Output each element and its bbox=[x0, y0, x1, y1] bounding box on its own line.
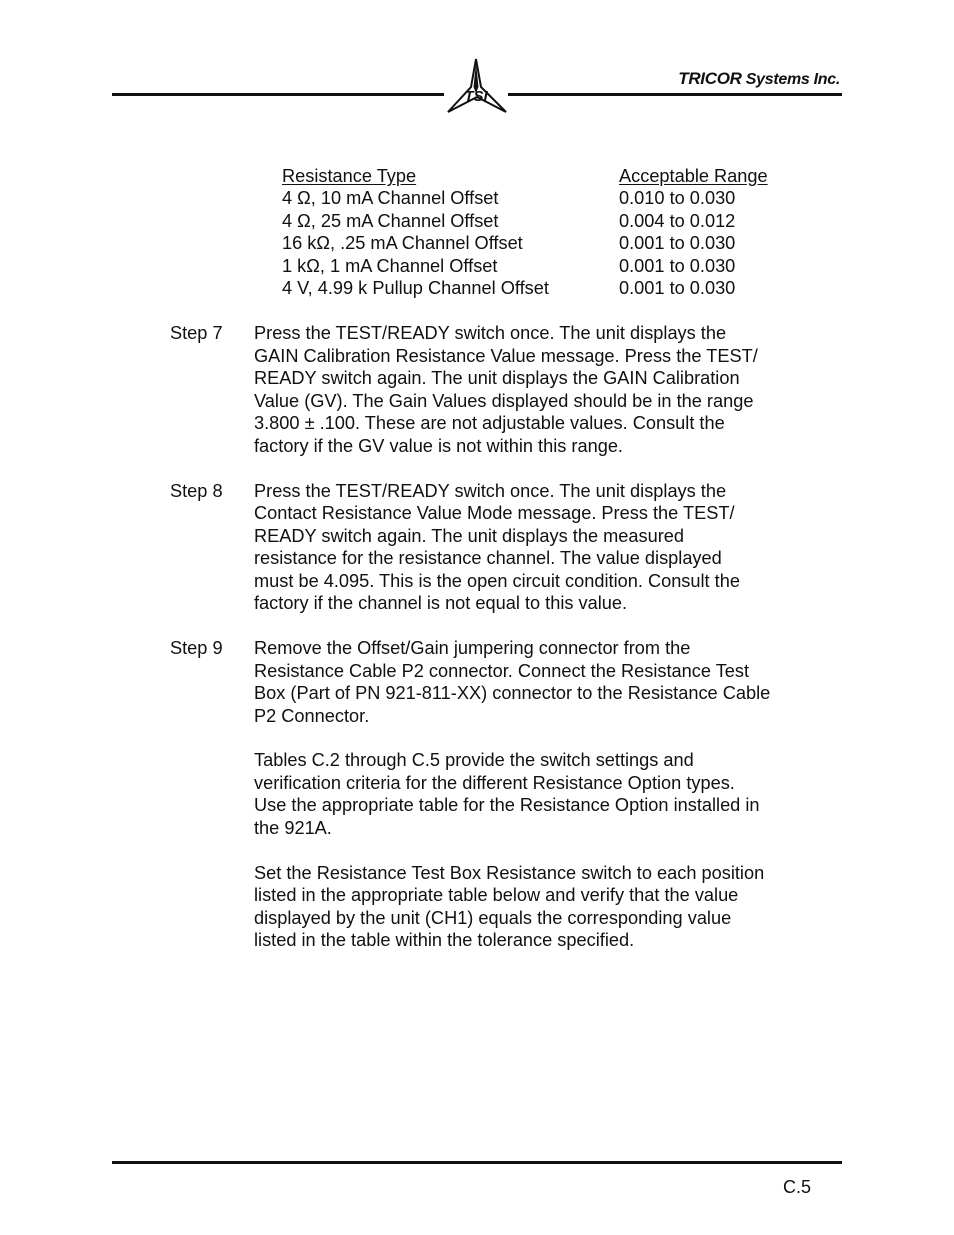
paragraph-line: displayed by the unit (CH1) equals the corresponding value bbox=[254, 908, 732, 928]
table-cell-range: 0.001 to 0.030 bbox=[619, 233, 736, 253]
paragraph-line: listed in the appropriate table below and verify that the value bbox=[254, 885, 739, 905]
step-label: Step 7 bbox=[170, 323, 223, 343]
paragraph-line: the 921A. bbox=[254, 818, 332, 838]
company-brand: TRICOR bbox=[678, 69, 742, 88]
paragraph-line: Tables C.2 through C.5 provide the switch settings and bbox=[254, 750, 694, 770]
paragraph-line: verification criteria for the different Resistance Option types. bbox=[254, 773, 735, 793]
step-text-line: Box (Part of PN 921-811-XX) connector to the Resistance Cable bbox=[254, 683, 771, 703]
footer-rule bbox=[112, 1161, 842, 1164]
table-header-resistance-type: Resistance Type bbox=[282, 166, 417, 186]
table-cell-type: 16 kΩ, .25 mA Channel Offset bbox=[282, 233, 523, 253]
paragraph-line: Set the Resistance Test Box Resistance switch to each position bbox=[254, 863, 765, 883]
tsi-logo bbox=[444, 57, 508, 117]
paragraph-line: listed in the table within the tolerance specified. bbox=[254, 930, 635, 950]
step-text-line: 3.800 ± .100. These are not adjustable values. Consult the bbox=[254, 413, 725, 433]
table-cell-range: 0.010 to 0.030 bbox=[619, 188, 736, 208]
table-cell-range: 0.004 to 0.012 bbox=[619, 211, 736, 231]
step-text-line: Contact Resistance Value Mode message. Press the TEST/ bbox=[254, 503, 735, 523]
company-suffix: Systems Inc. bbox=[741, 71, 840, 88]
step-label: Step 9 bbox=[170, 638, 223, 658]
table-header-acceptable-range: Acceptable Range bbox=[619, 166, 768, 186]
step-text-line: Resistance Cable P2 connector. Connect the Resistance Test bbox=[254, 661, 750, 681]
table-cell-range: 0.001 to 0.030 bbox=[619, 256, 736, 276]
company-name bbox=[678, 69, 840, 89]
table-cell-type: 1 kΩ, 1 mA Channel Offset bbox=[282, 256, 498, 276]
step-text-line: Remove the Offset/Gain jumpering connector from the bbox=[254, 638, 691, 658]
step-text-line: factory if the GV value is not within this range. bbox=[254, 436, 623, 456]
step-text-line: Press the TEST/READY switch once. The unit displays the bbox=[254, 323, 727, 343]
step-text-line: Press the TEST/READY switch once. The unit displays the bbox=[254, 481, 727, 501]
logo-text: TSI bbox=[464, 88, 488, 105]
step-text-line: READY switch again. The unit displays the measured bbox=[254, 526, 684, 546]
step-text-line: factory if the channel is not equal to this value. bbox=[254, 593, 628, 613]
step-text-line: GAIN Calibration Resistance Value message. Press the TEST/ bbox=[254, 346, 758, 366]
page-number: C.5 bbox=[783, 1177, 812, 1197]
table-cell-type: 4 Ω, 25 mA Channel Offset bbox=[282, 211, 499, 231]
table-cell-range: 0.001 to 0.030 bbox=[619, 278, 736, 298]
table-cell-type: 4 Ω, 10 mA Channel Offset bbox=[282, 188, 499, 208]
step-text-line: must be 4.095. This is the open circuit condition. Consult the bbox=[254, 571, 740, 591]
step-label: Step 8 bbox=[170, 481, 223, 501]
paragraph-line: Use the appropriate table for the Resistance Option installed in bbox=[254, 795, 760, 815]
step-text-line: READY switch again. The unit displays the GAIN Calibration bbox=[254, 368, 740, 388]
step-text-line: P2 Connector. bbox=[254, 706, 370, 726]
step-text-line: resistance for the resistance channel. The value displayed bbox=[254, 548, 722, 568]
step-text-line: Value (GV). The Gain Values displayed should be in the range bbox=[254, 391, 754, 411]
table-cell-type: 4 V, 4.99 k Pullup Channel Offset bbox=[282, 278, 549, 298]
